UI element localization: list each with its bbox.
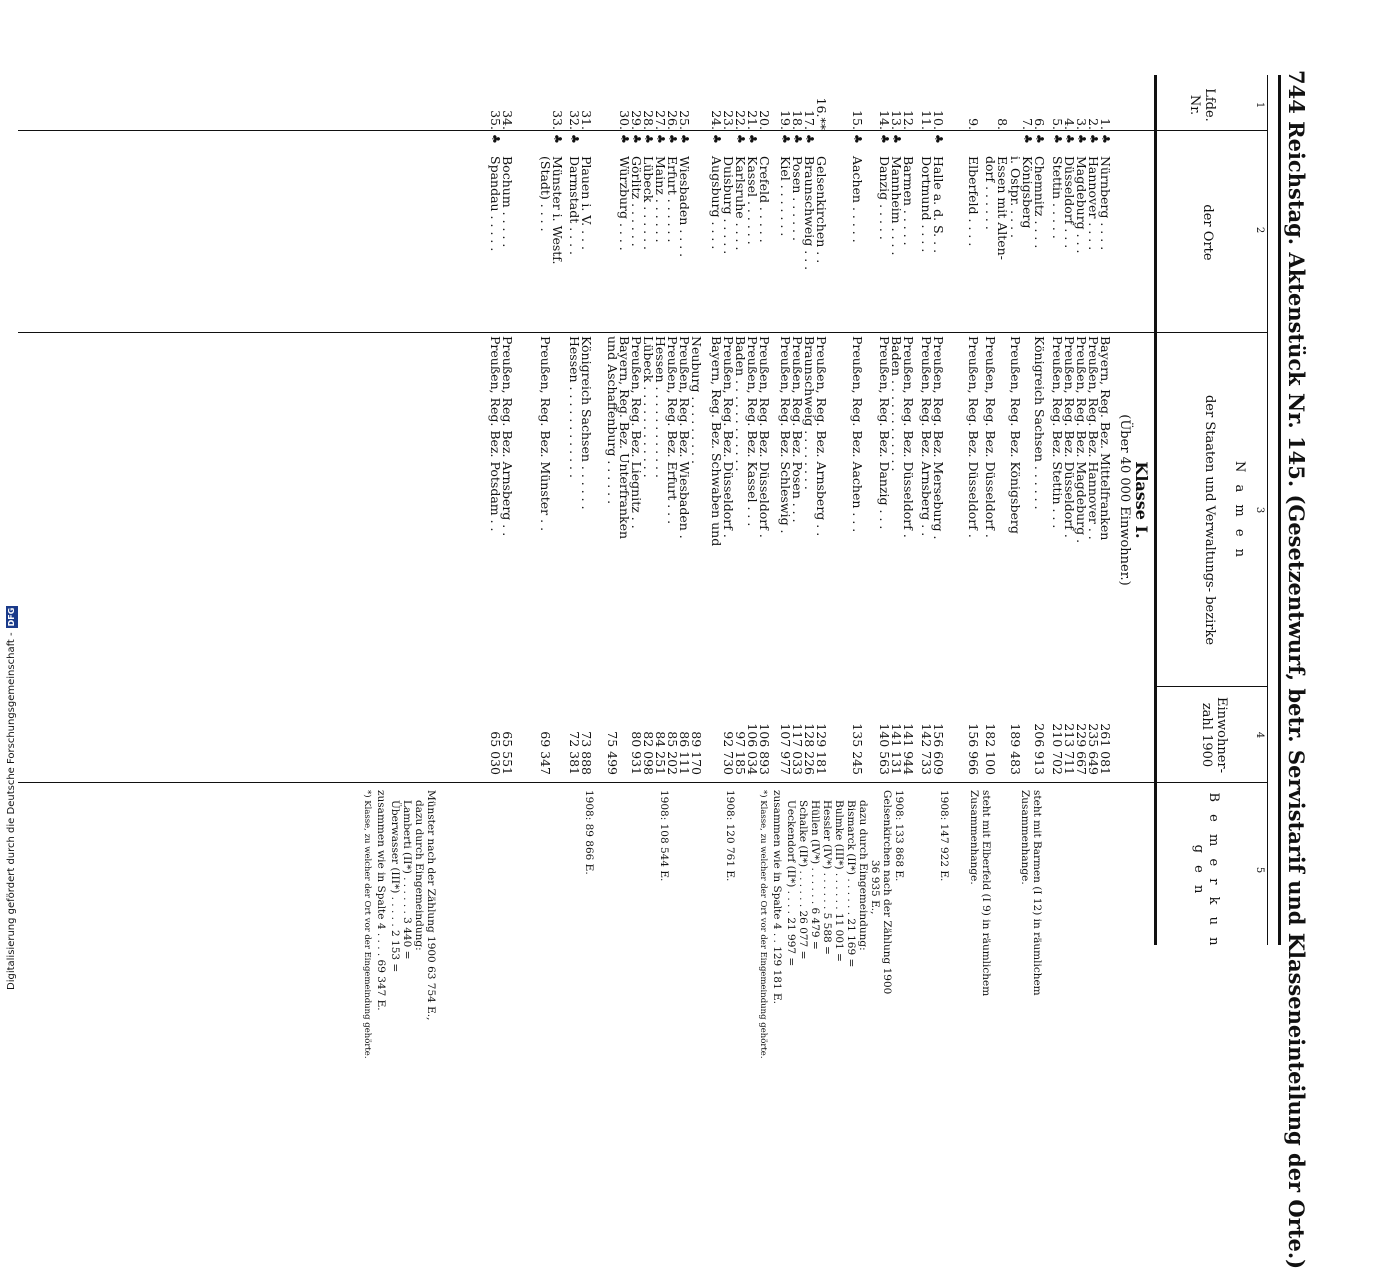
row-number: 33. (550, 110, 565, 130)
row-einwohner: 129 181 (814, 723, 829, 775)
row-symbol-icon: ♣ (1087, 134, 1100, 144)
row-staat: Preußen, Reg. Bez. Düsseldorf . (721, 336, 736, 538)
header-namen: N a m e n (1232, 460, 1247, 562)
row-ort: Stettin . . . . . (1050, 156, 1065, 239)
row-number: 27. (653, 110, 668, 130)
row-staat: Preußen, Reg. Bez. Düsseldorf . (1062, 336, 1077, 538)
row-ort: Elberfeld . . . . (966, 156, 981, 247)
row-symbol-icon: ♣ (489, 134, 502, 144)
row-staat: Preußen, Reg. Bez. Kassel . . . (745, 336, 760, 527)
row-symbol-icon: ♣ (1075, 134, 1088, 144)
row-einwohner: 210 702 (1050, 723, 1065, 775)
row-einwohner: 213 711 (1062, 723, 1077, 775)
row-symbol-icon: ♣ (803, 134, 816, 144)
note-gelsenkirchen-2: Gelsenkirchen nach der Zählung 1900 (881, 790, 893, 995)
row-staat: Preußen, Reg. Bez. Arnsberg . . (814, 336, 829, 537)
note-gelsenkirchen-footnote: *) Klasse, zu welcher der Ort vor der Eingemeindung gehörte. (758, 790, 768, 1059)
row-einwohner: 86 111 (677, 731, 692, 775)
row-ort: Gelsenkirchen . . (814, 156, 829, 264)
note-muenster: Münster nach der Zählung 1900 63 754 E., (425, 790, 437, 1021)
row-ort: Augsburg . . . . (709, 156, 724, 250)
colnum-rule (1267, 75, 1268, 945)
row-staat: Braunschweig . . . . . . . . (802, 336, 817, 490)
row-number: 28. (641, 110, 656, 130)
row-number: 18. (790, 110, 805, 130)
row-number: 19. (778, 110, 793, 130)
row-symbol-icon: ♣ (568, 134, 581, 144)
row-staat: Preußen, Reg. Bez. Düsseldorf . (901, 336, 916, 538)
note-muenster-3: Lamberti (II*) . . . . . . 3 440 = (401, 800, 413, 960)
row-staat: Königreich Sachsen . . . . . . (1032, 336, 1047, 510)
row-number: 2. (1086, 118, 1101, 130)
row-ort: Halle a. d. S. . . (931, 156, 946, 254)
row-staat: Bayern, Reg. Bez. Mittelfranken (1098, 336, 1113, 541)
note-gelsenkirchen-10: Ueckendorf (II*) . . . . 21 997 = (785, 800, 797, 967)
col-divider-2 (18, 332, 1268, 333)
row-staat: Preußen, Reg. Bez. Posen . . . (790, 336, 805, 523)
row-ort: Danzig . . . . . (877, 156, 892, 240)
row-symbol-icon: ♣ (666, 134, 679, 144)
colnum-5: 5 (1254, 866, 1265, 874)
row-staat: Preußen, Reg. Bez. Merseburg . (931, 336, 946, 540)
row-ort: dorf . . . . . . (983, 156, 998, 230)
note-gelsenkirchen: 1908: 133 868 E. (893, 790, 905, 882)
row-staat: Preußen, Reg. Bez. Liegnitz . . (629, 336, 644, 529)
row-einwohner: 141 944 (901, 723, 916, 775)
note-kassel: 1908: 108 544 E. (658, 790, 670, 882)
row-number: 30. (617, 110, 632, 130)
row-ort: Karlsruhe . . . . (733, 156, 748, 251)
row-symbol-icon: ♣ (1021, 134, 1034, 144)
row-einwohner: 140 563 (877, 723, 892, 775)
row-number: 24. (709, 110, 724, 130)
row-number: 5. (1050, 118, 1065, 130)
row-number: 34. (500, 110, 515, 130)
row-staat: Preußen, Reg. Bez. Hannover . . (1086, 336, 1101, 540)
row-ort: i. Ostpr. . . . . (1008, 156, 1023, 238)
row-einwohner: 156 966 (966, 723, 981, 775)
row-symbol-icon: ♣ (746, 134, 759, 144)
row-einwohner: 65 030 (488, 731, 503, 775)
row-number: 22. (733, 110, 748, 130)
document-page (25, 0, 1325, 1269)
row-einwohner: 82 098 (641, 731, 656, 775)
row-symbol-icon: ♣ (618, 134, 631, 144)
row-number: 4. (1062, 118, 1077, 130)
row-number: 13. (889, 110, 904, 130)
header-rule (1154, 75, 1157, 945)
row-number: 26. (665, 110, 680, 130)
row-symbol-icon: ♣ (890, 134, 903, 144)
row-staat: Preußen, Reg. Bez. Wiesbaden . (677, 336, 692, 539)
row-staat: Preußen, Reg. Bez. Arnsberg . . (919, 336, 934, 537)
note-dortmund-2: Zusammenhange. (968, 790, 980, 885)
row-symbol-icon: ♣ (734, 134, 747, 144)
row-einwohner: 156 609 (931, 723, 946, 775)
row-symbol-icon: ♣ (642, 134, 655, 144)
row-ort: Duisburg . . . . . (721, 156, 736, 255)
row-staat: Bayern, Reg. Bez. Schwaben und (709, 336, 724, 547)
row-staat: Preußen, Reg. Bez. Danzig . . . (877, 336, 892, 530)
row-staat: Preußen, Reg. Bez. Arnsberg . . (500, 336, 515, 537)
row-ort: Düsseldorf . . . (1062, 156, 1077, 249)
row-staat: Preußen, Reg. Bez. Stettin . . . (1050, 336, 1065, 529)
row-einwohner: 80 931 (629, 731, 644, 775)
row-ort: Kiel . . . . . . . (778, 156, 793, 237)
col-divider-1 (18, 130, 1268, 131)
row-staat: Preußen, Reg. Bez. Schleswig . (778, 336, 793, 534)
row-einwohner: 117 033 (790, 723, 805, 775)
row-staat: Bayern, Reg. Bez. Unterfranken (617, 336, 632, 540)
row-symbol-icon: ♣ (1063, 134, 1076, 144)
row-symbol-icon: ♣ (1099, 134, 1112, 144)
row-symbol-icon: ♣ (630, 134, 643, 144)
row-number: 16.** (814, 97, 829, 130)
header-einwohner: Einwohner- zahl 1900 (1199, 696, 1229, 774)
row-ort: Darmstadt . . . . (567, 156, 582, 256)
row-einwohner: 69 347 (538, 731, 553, 775)
note-muenster-footnote: *) Klasse, zu welcher der Ort vor der Eingemeindung gehörte. (362, 790, 372, 1059)
row-symbol-icon: ♣ (678, 134, 691, 144)
row-number: 10. (931, 110, 946, 130)
row-ort: Spandau . . . . . (488, 156, 503, 252)
row-number: 6. (1032, 118, 1047, 130)
col-divider-4 (18, 782, 1268, 783)
row-einwohner: 106 034 (745, 723, 760, 775)
row-staat: Preußen, Reg. Bez. Magdeburg . (1074, 336, 1089, 544)
row-einwohner: 72 381 (567, 731, 582, 775)
row-ort: Braunschweig . . . (802, 156, 817, 271)
row-staat: Königreich Sachsen . . . . . . (579, 336, 594, 510)
row-einwohner: 89 170 (689, 731, 704, 775)
row-ort: Görlitz . . . . . . (629, 156, 644, 247)
header-lfde-nr: Lfde. Nr. (1187, 88, 1217, 122)
row-number: 29. (629, 110, 644, 130)
row-symbol-icon: ♣ (791, 134, 804, 144)
row-symbol-icon: ♣ (654, 134, 667, 144)
row-staat: Lübeck . . . . . . . . . . . . (641, 336, 656, 478)
row-symbol-icon: ♣ (1051, 134, 1064, 144)
caption-text: Digitalisierung gefördert durch die Deutsche Forschungsgemeinschaft - (6, 632, 17, 990)
colnum-4: 4 (1254, 731, 1265, 739)
digitization-caption (6, 605, 18, 990)
klasse-subheading: (Über 40 000 Einwohner.) (1117, 414, 1132, 586)
row-einwohner: 135 245 (850, 723, 865, 775)
row-staat: Preußen, Reg. Bez. Düsseldorf . (966, 336, 981, 538)
row-ort: (Stadt) . . . . (538, 156, 553, 232)
row-ort: Crefeld . . . . . (757, 156, 772, 243)
row-ort: Königsberg (1020, 156, 1035, 229)
row-number: 1. (1098, 118, 1113, 130)
page-title: 744 Reichstag. Aktenstück Nr. 145. (Gesetzentwurf, betr. Servistarif und Klasseneinteilung der Orte.) (1284, 70, 1309, 1269)
row-staat: Neuburg . . . . . . . . . (689, 336, 704, 464)
row-symbol-icon: ♣ (779, 134, 792, 144)
note-danzig: 1908: 147 922 E. (938, 790, 950, 882)
note-posen: 1908: 120 761 E. (724, 790, 736, 882)
row-ort: Wiesbaden . . . . (677, 156, 692, 258)
row-symbol-icon: ♣ (1033, 134, 1046, 144)
row-staat: und Aschaffenburg . . . . . . (605, 336, 620, 505)
row-ort: Posen . . . . . . (790, 156, 805, 241)
row-ort: Lübeck . . . . . . (641, 156, 656, 251)
header-staaten: der Staaten und Verwaltungs- bezirke (1202, 394, 1217, 646)
row-staat: Baden . . . . . . . . . . . . (889, 336, 904, 472)
row-staat: Preußen, Reg. Bez. Aachen . . . (850, 336, 865, 533)
note-muenster-2: dazu durch Eingemeindung: (413, 800, 425, 951)
colnum-2: 2 (1254, 226, 1265, 234)
header-orte: der Orte (1200, 204, 1215, 261)
header-bemerkungen: B e m e r k u n g e n (1191, 792, 1221, 950)
row-einwohner: 189 483 (1008, 723, 1023, 775)
row-einwohner: 182 100 (983, 723, 998, 775)
row-einwohner: 84 251 (653, 731, 668, 775)
row-symbol-icon: ♣ (851, 134, 864, 144)
row-staat: Preußen, Reg. Bez. Potsdam . . (488, 336, 503, 532)
row-staat: Preußen, Reg. Bez. Königsberg (1008, 336, 1023, 534)
top-rule (1278, 75, 1281, 945)
row-number: 11. (919, 110, 934, 130)
note-muenster-sum: zusammen wie in Spalte 4 . . . . 69 347 E. (375, 790, 387, 1011)
note-gelsenkirchen-7: Hessler (IV*) . . . . . . 5 588 = (821, 800, 833, 955)
row-ort: Hannover . . . . (1086, 156, 1101, 251)
row-number: 14. (877, 110, 892, 130)
col-divider-3 (1157, 686, 1268, 687)
row-einwohner: 206 913 (1032, 723, 1047, 775)
row-staat: Hessen . . . . . . . . . . . . (653, 336, 668, 478)
note-gelsenkirchen-3: 36 935 E., (869, 860, 881, 915)
row-ort: Erfurt . . . . . . (665, 156, 680, 243)
row-ort: Barmen . . . . . (901, 156, 916, 246)
row-symbol-icon: ♣ (878, 134, 891, 144)
row-number: 25. (677, 110, 692, 130)
note-dortmund: steht mit Elberfeld (I 9) in räumlichem (980, 790, 992, 997)
row-einwohner: 73 888 (579, 731, 594, 775)
row-ort: Plauen i. V. . . . (579, 156, 594, 250)
row-staat: Hessen . . . . . . . . . . . . (567, 336, 582, 478)
row-einwohner: 142 733 (919, 723, 934, 775)
note-gelsenkirchen-5: Bismarck (II*) . . . . . . 21 169 = (845, 800, 857, 968)
row-symbol-icon: ♣ (710, 134, 723, 144)
note-gelsenkirchen-sum: zusammen wie in Spalte 4 . . 129 181 E. (771, 790, 783, 1004)
row-ort: Nürnberg . . . . (1098, 156, 1113, 251)
row-number: 32. (567, 110, 582, 130)
row-number: 35. (488, 110, 503, 130)
row-staat: Baden . . . . . . . . . . . . (733, 336, 748, 472)
row-einwohner: 261 081 (1098, 723, 1113, 775)
row-ort: Bochum . . . . . (500, 156, 515, 248)
row-ort: Magdeburg . . . (1074, 156, 1089, 254)
row-einwohner: 128 226 (802, 723, 817, 775)
row-einwohner: 75 499 (605, 731, 620, 775)
row-staat: Preußen, Reg. Bez. Düsseldorf . (983, 336, 998, 538)
row-ort: Münster i. Westf. (550, 156, 565, 265)
row-einwohner: 85 202 (665, 731, 680, 775)
row-einwohner: 92 730 (721, 731, 736, 775)
row-number: 17. (802, 110, 817, 130)
row-ort: Mannheim . . . . (889, 156, 904, 256)
row-symbol-icon: ♣ (551, 134, 564, 144)
row-number: 12. (901, 110, 916, 130)
row-symbol-icon: ♣ (932, 134, 945, 144)
row-number: 21. (745, 110, 760, 130)
row-einwohner: 107 977 (778, 723, 793, 775)
note-gelsenkirchen-6: Bulmke (III*) . . . . . . 11 001 = (833, 800, 845, 962)
row-number: 9. (966, 118, 981, 130)
row-ort: Kassel . . . . . . (745, 156, 760, 245)
row-ort: Chemnitz . . . . (1032, 156, 1047, 249)
row-einwohner: 97 185 (733, 731, 748, 775)
row-ort: Essen mit Alten- (995, 156, 1010, 260)
note-wiesbaden: 1908: 89 866 E. (583, 790, 595, 875)
row-einwohner: 65 551 (500, 731, 515, 775)
note-gelsenkirchen-4: dazu durch Eingemeindung: (857, 800, 869, 951)
row-number: 20. (757, 110, 772, 130)
row-number: 3. (1074, 118, 1089, 130)
dfg-logo: DFG (7, 607, 16, 627)
row-staat: Preußen, Reg. Bez. Münster . . (538, 336, 553, 532)
note-essen-2: Zusammenhange. (1019, 790, 1031, 885)
note-muenster-4: Überwasser (III*) . . . . . 2 153 = (389, 800, 401, 973)
row-ort: Würzburg . . . . (617, 156, 632, 251)
row-einwohner: 141 131 (889, 723, 904, 775)
row-ort: Dortmund . . . . (919, 156, 934, 253)
row-einwohner: 229 667 (1074, 723, 1089, 775)
colnum-1: 1 (1254, 101, 1265, 109)
colnum-3: 3 (1254, 506, 1265, 514)
row-number: 15. (850, 110, 865, 130)
row-number: 7. (1020, 118, 1035, 130)
row-einwohner: 106 893 (757, 723, 772, 775)
row-einwohner: 235 649 (1086, 723, 1101, 775)
klasse-heading: Klasse I. (1132, 461, 1151, 539)
note-gelsenkirchen-9: Schalke (II*) . . . . . . 26 077 = (797, 800, 809, 960)
note-essen: steht mit Barmen (I 12) in räumlichem (1031, 790, 1043, 996)
row-staat: Preußen, Reg. Bez. Erfurt . . . (665, 336, 680, 525)
row-staat: Preußen, Reg. Bez. Düsseldorf . (757, 336, 772, 538)
note-gelsenkirchen-8: Hüllen (IV*) . . . . . . 6 479 = (809, 800, 821, 950)
row-number: 31. (579, 110, 594, 130)
row-ort: Mainz . . . . . . (653, 156, 668, 243)
row-ort: Aachen . . . . . (850, 156, 865, 243)
row-number: 23. (721, 110, 736, 130)
row-number: 8. (995, 118, 1010, 130)
